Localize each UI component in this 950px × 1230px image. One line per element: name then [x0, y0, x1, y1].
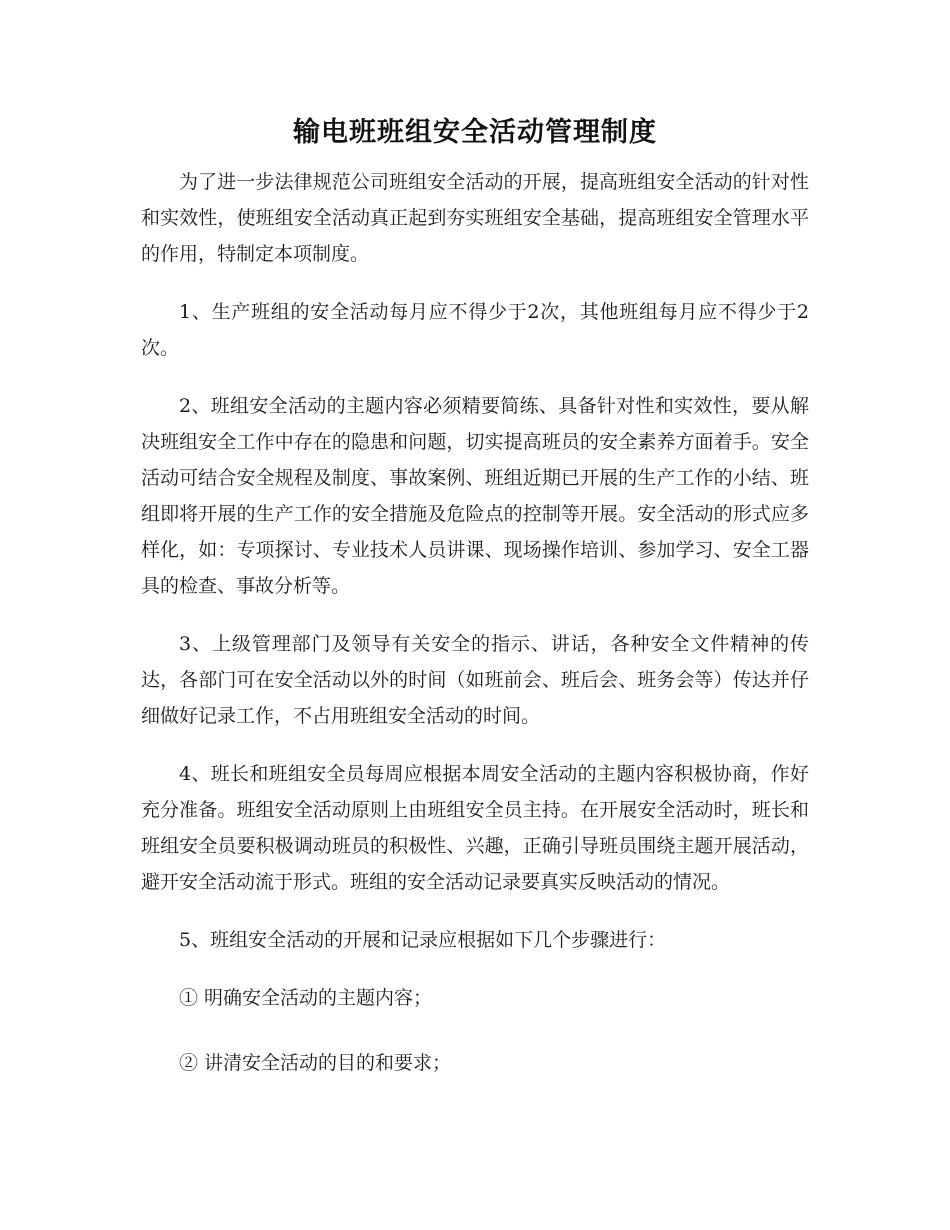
intro-paragraph: 为了进一步法律规范公司班组安全活动的开展，提高班组安全活动的针对性和实效性，使班组安全活动真正起到夯实班组安全基础，提高班组安全管理水平的作用，特制定本项制度。	[141, 171, 809, 265]
clause-2: 2、班组安全活动的主题内容必须精要简练、具备针对性和实效性，要从解决班组安全工作中存在的隐患和问题，切实提高班员的安全素养方面着手。安全活动可结合安全规程及制度、事故案例、班组近期已开展的生产工作的小结、班组即将开展的生产工作的安全措施及危险点的控制等开展。安全活动的形式应多样化，如：专项探讨、专业技术人员讲课、现场操作培训、参加学习、安全工器具的检查、事故分析等。	[141, 395, 809, 597]
clause-5: 5、班组安全活动的开展和记录应根据如下几个步骤进行：	[179, 929, 667, 951]
clause-4: 4、班长和班组安全员每周应根据本周安全活动的主题内容积极协商，作好充分准备。班组安全活动原则上由班组安全员主持。在开展安全活动时，班长和班组安全员要积极调动班员的积极性、兴趣，正确引导班员围绕主题开展活动，避开安全活动流于形式。班组的安全活动记录要真实反映活动的情况。	[141, 763, 809, 893]
document-body	[141, 110, 809, 1081]
clause-3: 3、上级管理部门及领导有关安全的指示、讲话，各种安全文件精神的传达，各部门可在安全活动以外的时间（如班前会、班后会、班务会等）传达并仔细做好记录工作，不占用班组安全活动的时间。	[141, 633, 809, 727]
step-item-2: ② 讲清安全活动的目的和要求；	[179, 1052, 452, 1074]
clause-1: 1、生产班组的安全活动每月应不得少于2次，其他班组每月应不得少于2次。	[141, 301, 809, 359]
step-item-1: ① 明确安全活动的主题内容；	[179, 987, 433, 1009]
document-title: 输电班班组安全活动管理制度	[293, 117, 657, 148]
